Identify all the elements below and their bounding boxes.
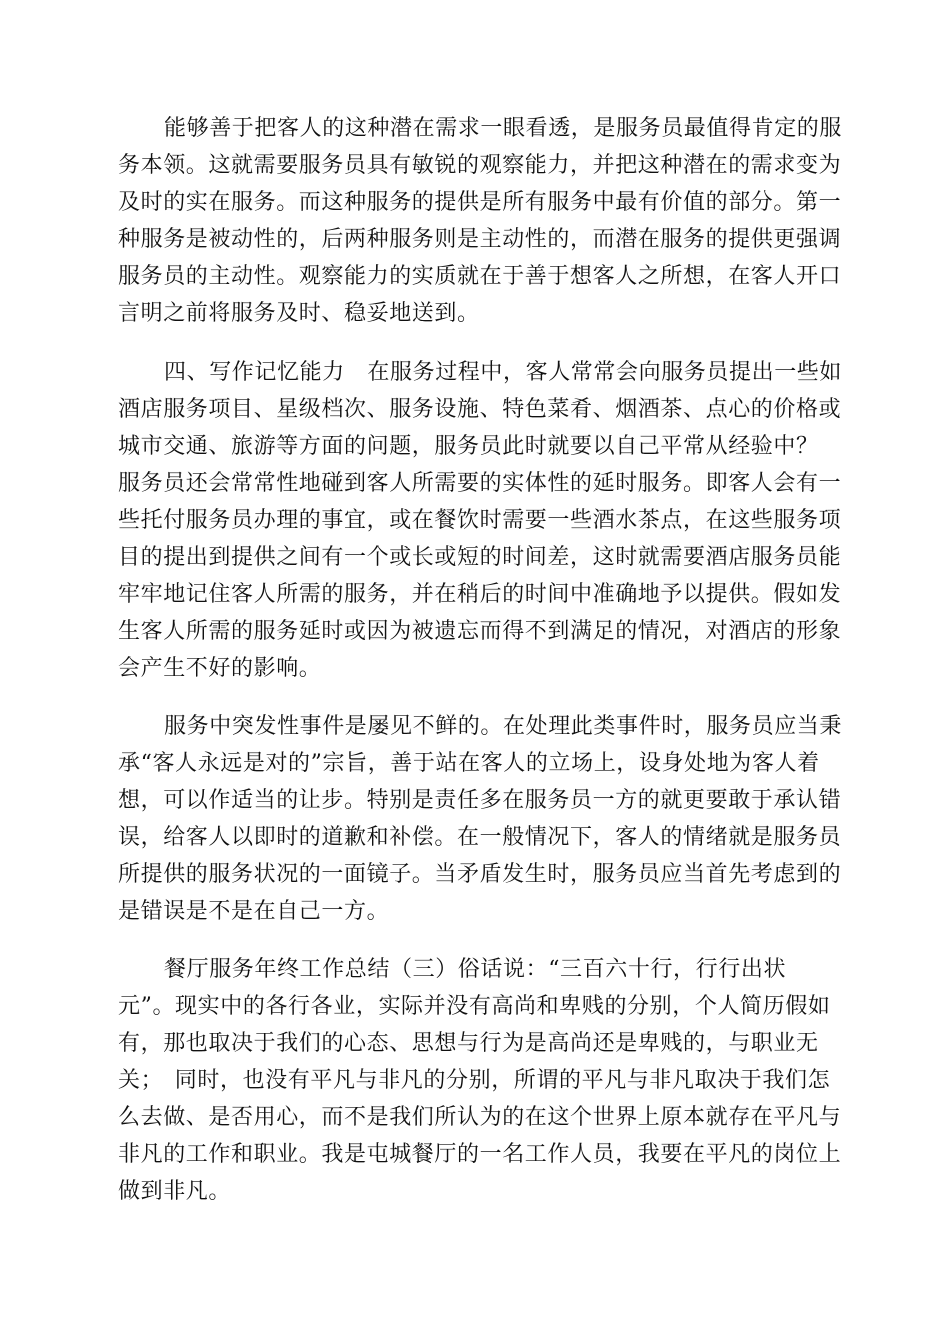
text-line: 有，那也取决于我们的心态、思想与行为是高尚还是卑贱的，与职业无 (118, 1031, 819, 1056)
text-line: 承“客人永远是对的”宗旨，善于站在客人的立场上，设身处地为客人着 (118, 751, 820, 776)
text-line: 服务员还会常常性地碰到客人所需要的实体性的延时服务。即客人会有一 (118, 471, 842, 496)
text-line: 言明之前将服务及时、稳妥地送到。 (118, 301, 480, 326)
text-line: 关； 同时，也没有平凡与非凡的分别，所谓的平凡与非凡取决于我们怎 (118, 1068, 831, 1093)
text-line: 么去做、是否用心，而不是我们所认为的在这个世界上原本就存在平凡与 (118, 1105, 842, 1130)
text-line: 想，可以作适当的让步。特别是责任多在服务员一方的就更要敢于承认错 (118, 788, 842, 813)
paragraph-emergency-handling (118, 708, 843, 930)
text-line: 所提供的服务状况的一面镜子。当矛盾发生时，服务员应当首先考虑到的 (118, 862, 842, 887)
text-line: 务本领。这就需要服务员具有敏锐的观察能力，并把这种潜在的需求变为 (118, 153, 842, 178)
text-line: 服务中突发性事件是屡见不鲜的。在处理此类事件时，服务员应当秉 (164, 714, 843, 739)
text-line: 做到非凡。 (118, 1179, 232, 1204)
text-line: 些托付服务员办理的事宜，或在餐饮时需要一些酒水茶点，在这些服务项 (118, 508, 842, 533)
text-line: 元”。现实中的各行各业，实际并没有高尚和卑贱的分别，个人简历假如 (118, 994, 831, 1019)
text-line: 服务员的主动性。观察能力的实质就在于善于想客人之所想，在客人开口 (118, 264, 842, 289)
text-line: 误，给客人以即时的道歉和补偿。在一般情况下，客人的情绪就是服务员 (118, 825, 842, 850)
text-line: 种服务是被动性的，后两种服务则是主动性的，而潜在服务的提供更强调 (118, 227, 842, 252)
text-line: 能够善于把客人的这种潜在需求一眼看透，是服务员最值得肯定的服 (164, 116, 843, 141)
text-line: 城市交通、旅游等方面的问题，服务员此时就要以自己平常从经验中？ (118, 434, 819, 459)
paragraph-year-end-summary (118, 951, 842, 1210)
text-line: 是错误是不是在自己一方。 (118, 899, 390, 924)
text-line: 餐厅服务年终工作总结（三）俗话说：“三百六十行，行行出状 (164, 957, 787, 982)
text-line: 会产生不好的影响。 (118, 656, 322, 681)
text-line: 生客人所需的服务延时或因为被遗忘而得不到满足的情况，对酒店的形象 (118, 619, 842, 644)
text-line: 及时的实在服务。而这种服务的提供是所有服务中最有价值的部分。第一 (118, 190, 842, 215)
text-line: 酒店服务项目、星级档次、服务设施、特色菜肴、烟酒茶、点心的价格或 (118, 397, 842, 422)
paragraph-memory-ability (118, 354, 843, 687)
text-line: 非凡的工作和职业。我是屯城餐厅的一名工作人员，我要在平凡的岗位上 (118, 1142, 842, 1167)
text-line: 牢牢地记住客人所需的服务，并在稍后的时间中准确地予以提供。假如发 (118, 582, 842, 607)
text-line: 目的提出到提供之间有一个或长或短的时间差，这时就需要酒店服务员能 (118, 545, 842, 570)
text-line: 四、写作记忆能力 在服务过程中，客人常常会向服务员提出一些如 (164, 360, 843, 385)
paragraph-observation-ability (118, 110, 843, 332)
